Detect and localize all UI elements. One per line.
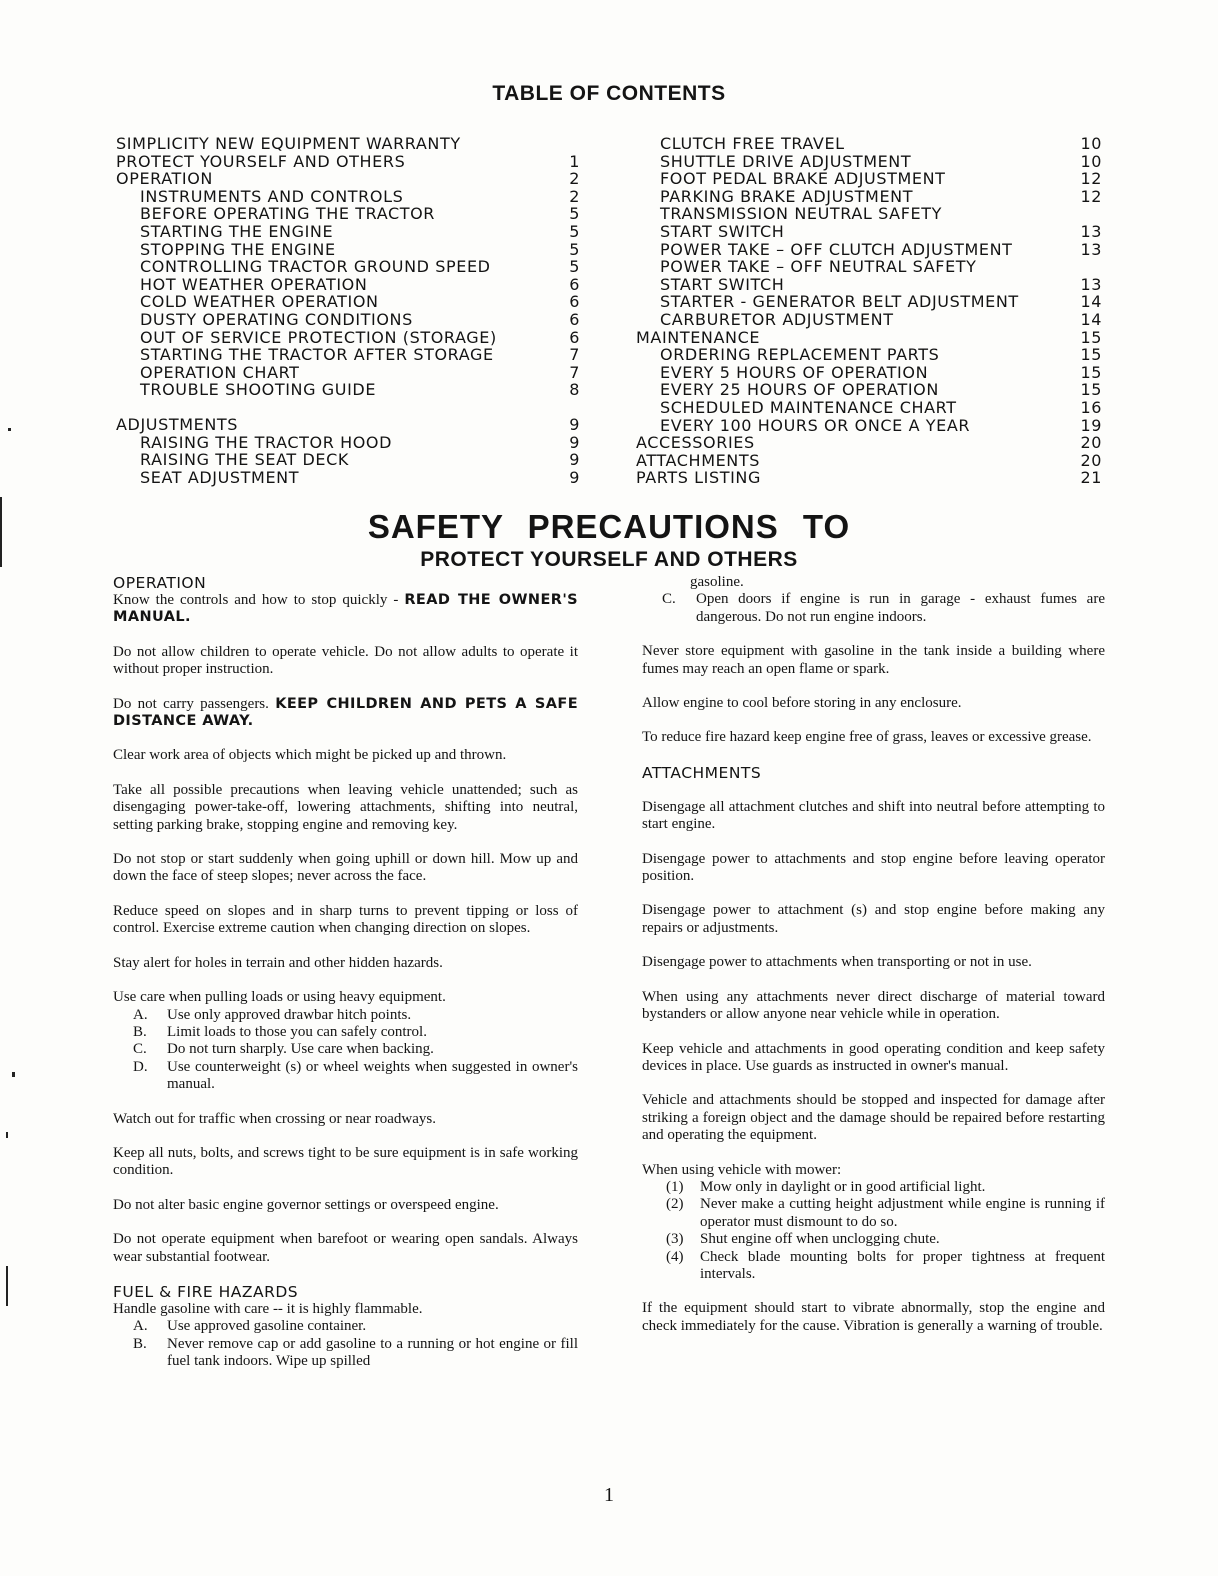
attachments-heading: ATTACHMENTS <box>642 763 762 782</box>
toc-entry[interactable] <box>116 364 580 382</box>
toc-entry[interactable] <box>636 311 1102 329</box>
toc-entry-page: 13 <box>1080 221 1102 241</box>
paragraph: Watch out for traffic when crossing or near roadways. <box>113 1110 436 1127</box>
toc-entry-page: 14 <box>1080 292 1102 312</box>
toc-entry-title: ORDERING REPLACEMENT PARTS <box>660 345 940 365</box>
list-intro: When using vehicle with mower: <box>642 1161 842 1178</box>
toc-entry[interactable] <box>636 293 1102 311</box>
toc-entry-title: STARTER - GENERATOR BELT ADJUSTMENT <box>660 292 1019 312</box>
list-text: Open doors if engine is run in garage - exhaust fumes are dangerous. Do not run engine indoors. <box>696 591 1105 625</box>
fuel-list-continued <box>642 591 1105 626</box>
toc-entry-page: 6 <box>569 327 580 347</box>
toc-entry[interactable] <box>116 276 580 294</box>
fuel-heading: FUEL & FIRE HAZARDS <box>113 1282 299 1301</box>
list-marker: (2) <box>666 1196 684 1213</box>
toc-spacer <box>116 399 580 416</box>
toc-entry[interactable] <box>636 417 1102 435</box>
page-number: 1 <box>604 1484 614 1506</box>
list-marker: D. <box>133 1058 148 1075</box>
list-text: Shut engine off when unclogging chute. <box>700 1231 940 1248</box>
list-text: Mow only in daylight or in good artificial light. <box>700 1178 986 1195</box>
list-text: Do not turn sharply. Use care when backing. <box>167 1041 434 1058</box>
toc-entry-page: 13 <box>1080 274 1102 294</box>
paragraph: Vehicle and attachments should be stopped and inspected for damage after striking a foreign object and the damage should be repaired before restarting and operating the equipment. <box>642 1092 1105 1144</box>
paragraph: Do not alter basic engine governor settings or overspeed engine. <box>113 1196 499 1213</box>
toc-entry-title: MAINTENANCE <box>636 327 761 347</box>
toc-entry-title: SIMPLICITY NEW EQUIPMENT WARRANTY <box>116 134 461 153</box>
toc-entry-page: 6 <box>569 274 580 294</box>
toc-entry-page: 16 <box>1080 397 1102 417</box>
list-item <box>113 1336 578 1371</box>
toc-entry-page: 12 <box>1080 186 1102 206</box>
toc-entry-page: 7 <box>569 345 580 365</box>
toc-entry-page: 9 <box>569 450 580 470</box>
paragraph: Clear work area of objects which might be picked up and thrown. <box>113 747 507 764</box>
paragraph: Do not allow children to operate vehicle. Do not allow adults to operate it without proper instruction. <box>113 643 578 678</box>
list-marker: C. <box>133 1041 147 1058</box>
paragraph: If the equipment should start to vibrate abnormally, stop the engine and check immediately for the cause. Vibration is generally a warning of trouble. <box>642 1300 1105 1334</box>
loads-list <box>113 989 578 1093</box>
toc-entry-page: 15 <box>1080 362 1102 382</box>
right-text-column <box>642 574 1105 1352</box>
list-item <box>642 1231 1105 1248</box>
paragraph: Stay alert for holes in terrain and other hidden hazards. <box>113 954 443 971</box>
toc-left-column <box>116 135 580 486</box>
toc-entry-title: START SWITCH <box>660 274 785 294</box>
toc-entry-page: 9 <box>569 432 580 452</box>
list-text: Use approved gasoline container. <box>167 1318 367 1335</box>
list-marker: B. <box>133 1023 147 1040</box>
toc-entry-title: STARTING THE ENGINE <box>140 221 334 241</box>
toc-entry-title: HOT WEATHER OPERATION <box>140 274 368 294</box>
toc-entry-title: CONTROLLING TRACTOR GROUND SPEED <box>140 257 491 277</box>
toc-entry-page: 15 <box>1080 380 1102 400</box>
paragraph: Allow engine to cool before storing in any enclosure. <box>642 695 962 712</box>
toc-entry-page: 20 <box>1080 450 1102 470</box>
scan-speck <box>6 1132 8 1138</box>
toc-entry-title: STARTING THE TRACTOR AFTER STORAGE <box>140 345 494 365</box>
toc-entry-title: BEFORE OPERATING THE TRACTOR <box>140 204 436 224</box>
toc-entry-title: ATTACHMENTS <box>636 450 761 470</box>
toc-entry-title: EVERY 5 HOURS OF OPERATION <box>660 362 929 382</box>
toc-entry-page: 5 <box>569 257 580 277</box>
toc-entry-title: STOPPING THE ENGINE <box>140 239 336 259</box>
toc-entry-title: RAISING THE SEAT DECK <box>140 450 349 470</box>
toc-entry-page: 5 <box>569 239 580 259</box>
toc-entry-page: 9 <box>569 467 580 487</box>
toc-entry-title: TROUBLE SHOOTING GUIDE <box>140 380 377 400</box>
toc-entry[interactable] <box>116 381 580 399</box>
toc-entry[interactable] <box>636 434 1102 452</box>
toc-entry-title: SCHEDULED MAINTENANCE CHART <box>660 397 957 417</box>
toc-right-column <box>636 135 1102 487</box>
toc-entry[interactable] <box>636 381 1102 399</box>
paragraph: Disengage power to attachment (s) and stop engine before making any repairs or adjustments. <box>642 902 1105 936</box>
scan-edge-mark <box>6 1266 8 1306</box>
paragraph: Keep vehicle and attachments in good operating condition and keep safety devices in place. Use guards as instructed in owner's manual. <box>642 1040 1105 1074</box>
paragraph: When using any attachments never direct discharge of material toward bystanders or allow anyone near vehicle while in operation. <box>642 988 1105 1023</box>
toc-entry-page: 15 <box>1080 345 1102 365</box>
toc-entry-title: SHUTTLE DRIVE ADJUSTMENT <box>660 151 912 171</box>
fuel-list <box>113 1301 578 1371</box>
toc-entry-title: TRANSMISSION NEUTRAL SAFETY <box>660 204 942 224</box>
toc-entry[interactable] <box>116 451 580 469</box>
list-text: Never make a cutting height adjustment while engine is running if operator must dismount to do so. <box>700 1196 1105 1230</box>
toc-entry-page: 8 <box>569 380 580 400</box>
toc-entry-page: 13 <box>1080 239 1102 259</box>
paragraph <box>113 592 578 627</box>
toc-entry[interactable] <box>116 311 580 329</box>
toc-entry-page: 5 <box>569 204 580 224</box>
toc-entry-page: 20 <box>1080 433 1102 453</box>
toc-entry-title: FOOT PEDAL BRAKE ADJUSTMENT <box>660 169 946 189</box>
toc-entry-title: OPERATION CHART <box>140 362 300 382</box>
toc-entry[interactable] <box>636 346 1102 364</box>
toc-entry-title: EVERY 25 HOURS OF OPERATION <box>660 380 939 400</box>
toc-entry-page: 14 <box>1080 309 1102 329</box>
toc-entry-page: 10 <box>1080 151 1102 171</box>
scan-speck <box>8 428 11 431</box>
paragraph: Reduce speed on slopes and in sharp turns to prevent tipping or loss of control. Exercise extreme caution when changing direction on slopes. <box>113 902 578 937</box>
toc-entry[interactable] <box>116 329 580 347</box>
paragraph: Disengage power to attachments and stop engine before leaving operator position. <box>642 850 1105 885</box>
toc-entry-title: SEAT ADJUSTMENT <box>140 467 300 487</box>
paragraph: Never store equipment with gasoline in the tank inside a building where fumes may reach an open flame or spark. <box>642 643 1105 677</box>
toc-entry[interactable] <box>116 346 580 364</box>
paragraph: Disengage all attachment clutches and shift into neutral before attempting to start engine. <box>642 798 1105 833</box>
scan-speck <box>12 1072 15 1077</box>
toc-entry-title: ACCESSORIES <box>636 433 755 453</box>
toc-entry-page: 10 <box>1080 134 1102 153</box>
list-marker: A. <box>133 1006 148 1023</box>
list-item <box>642 1249 1105 1284</box>
toc-entry-title: PARTS LISTING <box>636 468 761 488</box>
list-text: Never remove cap or add gasoline to a running or hot engine or fill fuel tank indoors. Wipe up spilled <box>167 1335 578 1370</box>
toc-entry-page: 5 <box>569 221 580 241</box>
toc-entry[interactable] <box>116 434 580 452</box>
list-item <box>642 591 1105 626</box>
toc-entry-title: OPERATION <box>116 169 213 189</box>
toc-entry-title: ADJUSTMENTS <box>116 414 239 434</box>
toc-entry-page: 9 <box>569 414 580 434</box>
paragraph: Take all possible precautions when leaving vehicle unattended; such as disengaging power-take-off, lowering attachments, shifting into neutral, setting parking brake, stopping engine and removing key. <box>113 781 578 833</box>
toc-entry[interactable] <box>636 241 1102 259</box>
toc-entry-page: 2 <box>569 169 580 189</box>
toc-entry-title: DUSTY OPERATING CONDITIONS <box>140 309 413 329</box>
list-item <box>113 1024 578 1041</box>
paragraph: To reduce fire hazard keep engine free of grass, leaves or excessive grease. <box>642 729 1092 746</box>
list-item <box>113 1318 578 1335</box>
toc-entry-title: POWER TAKE – OFF CLUTCH ADJUSTMENT <box>660 239 1013 259</box>
toc-entry[interactable] <box>116 469 580 487</box>
list-item <box>113 1059 578 1094</box>
toc-entry[interactable] <box>116 188 580 206</box>
toc-entry[interactable] <box>116 241 580 259</box>
toc-entry-page: 6 <box>569 292 580 312</box>
toc-entry[interactable] <box>636 223 1102 241</box>
list-intro: Handle gasoline with care -- it is highly flammable. <box>113 1300 423 1317</box>
paragraph: Do not stop or start suddenly when going uphill or down hill. Mow up and down the face of steep slopes; never across the face. <box>113 851 578 885</box>
emphasis-text: READ THE OWNER'S MANUAL. <box>113 592 578 626</box>
list-text: Use only approved drawbar hitch points. <box>167 1006 412 1023</box>
list-item <box>642 1179 1105 1196</box>
list-item <box>113 1007 578 1024</box>
list-item <box>113 1041 578 1058</box>
list-marker: (3) <box>666 1231 684 1248</box>
list-text: Check blade mounting bolts for proper tightness at frequent intervals. <box>700 1248 1105 1282</box>
toc-entry-page: 12 <box>1080 169 1102 189</box>
toc-entry-page: 21 <box>1080 468 1102 488</box>
list-marker: (1) <box>666 1178 684 1195</box>
emphasis-text: KEEP CHILDREN AND PETS A SAFE DISTANCE AWAY. <box>113 695 578 730</box>
toc-entry-title: POWER TAKE – OFF NEUTRAL SAFETY <box>660 257 977 277</box>
paragraph: Disengage power to attachments when transporting or not in use. <box>642 954 1032 971</box>
toc-entry-title: EVERY 100 HOURS OR ONCE A YEAR <box>660 415 971 435</box>
list-intro: Use care when pulling loads or using heavy equipment. <box>113 989 446 1006</box>
toc-entry[interactable] <box>116 205 580 223</box>
toc-entry-page: 15 <box>1080 327 1102 347</box>
toc-entry[interactable] <box>116 135 580 153</box>
toc-entry-page: 2 <box>569 186 580 206</box>
toc-entry[interactable] <box>636 364 1102 382</box>
paragraph-text: Know the controls and how to stop quickly - <box>113 592 405 608</box>
continued-text: gasoline. <box>690 574 744 590</box>
toc-title: TABLE OF CONTENTS <box>492 82 726 105</box>
list-text: Limit loads to those you can safely control. <box>167 1023 427 1040</box>
toc-entry[interactable] <box>636 399 1102 417</box>
toc-entry[interactable] <box>636 170 1102 188</box>
toc-entry-title: CARBURETOR ADJUSTMENT <box>660 309 894 329</box>
mower-list <box>642 1162 1105 1284</box>
safety-title: SAFETY PRECAUTIONS TO <box>367 508 851 545</box>
toc-entry-title: PARKING BRAKE ADJUSTMENT <box>660 186 914 206</box>
toc-entry-title: OUT OF SERVICE PROTECTION (STORAGE) <box>140 327 497 347</box>
toc-entry-title: START SWITCH <box>660 221 785 241</box>
toc-entry-title: PROTECT YOURSELF AND OTHERS <box>116 151 406 171</box>
toc-entry[interactable] <box>636 205 1102 223</box>
toc-entry-title: COLD WEATHER OPERATION <box>140 292 379 312</box>
left-text-column <box>113 574 578 1371</box>
toc-entry[interactable] <box>636 153 1102 171</box>
toc-entry-page: 19 <box>1080 415 1102 435</box>
safety-subtitle: PROTECT YOURSELF AND OTHERS <box>420 548 798 571</box>
list-marker: C. <box>662 591 676 608</box>
toc-entry[interactable] <box>636 258 1102 276</box>
list-marker: B. <box>133 1335 147 1352</box>
toc-entry[interactable] <box>116 258 580 276</box>
list-item <box>642 1196 1105 1231</box>
scan-edge-mark <box>0 497 2 567</box>
toc-entry-page: 7 <box>569 362 580 382</box>
paragraph: Do not operate equipment when barefoot or wearing open sandals. Always wear substantial footwear. <box>113 1231 578 1265</box>
paragraph: Keep all nuts, bolts, and screws tight to be sure equipment is in safe working condition. <box>113 1144 578 1179</box>
operation-heading: OPERATION <box>113 574 207 592</box>
toc-entry-title: RAISING THE TRACTOR HOOD <box>140 432 393 452</box>
toc-entry[interactable] <box>116 223 580 241</box>
toc-entry[interactable] <box>116 170 580 188</box>
toc-entry-title: INSTRUMENTS AND CONTROLS <box>140 186 404 206</box>
toc-entry[interactable] <box>116 416 580 434</box>
paragraph-text: Do not carry passengers. <box>113 695 276 712</box>
paragraph <box>113 696 578 731</box>
list-text: Use counterweight (s) or wheel weights when suggested in owner's manual. <box>167 1058 578 1093</box>
toc-entry-title: CLUTCH FREE TRAVEL <box>660 134 845 153</box>
toc-entry-page: 6 <box>569 309 580 329</box>
toc-entry[interactable] <box>636 135 1102 153</box>
toc-entry[interactable] <box>116 153 580 171</box>
toc-entry[interactable] <box>636 276 1102 294</box>
toc-entry[interactable] <box>636 469 1102 487</box>
toc-entry-page: 1 <box>569 151 580 171</box>
toc-entry[interactable] <box>636 188 1102 206</box>
toc-entry[interactable] <box>636 329 1102 347</box>
list-marker: A. <box>133 1318 148 1335</box>
toc-entry[interactable] <box>116 293 580 311</box>
list-marker: (4) <box>666 1248 684 1265</box>
toc-entry[interactable] <box>636 452 1102 470</box>
